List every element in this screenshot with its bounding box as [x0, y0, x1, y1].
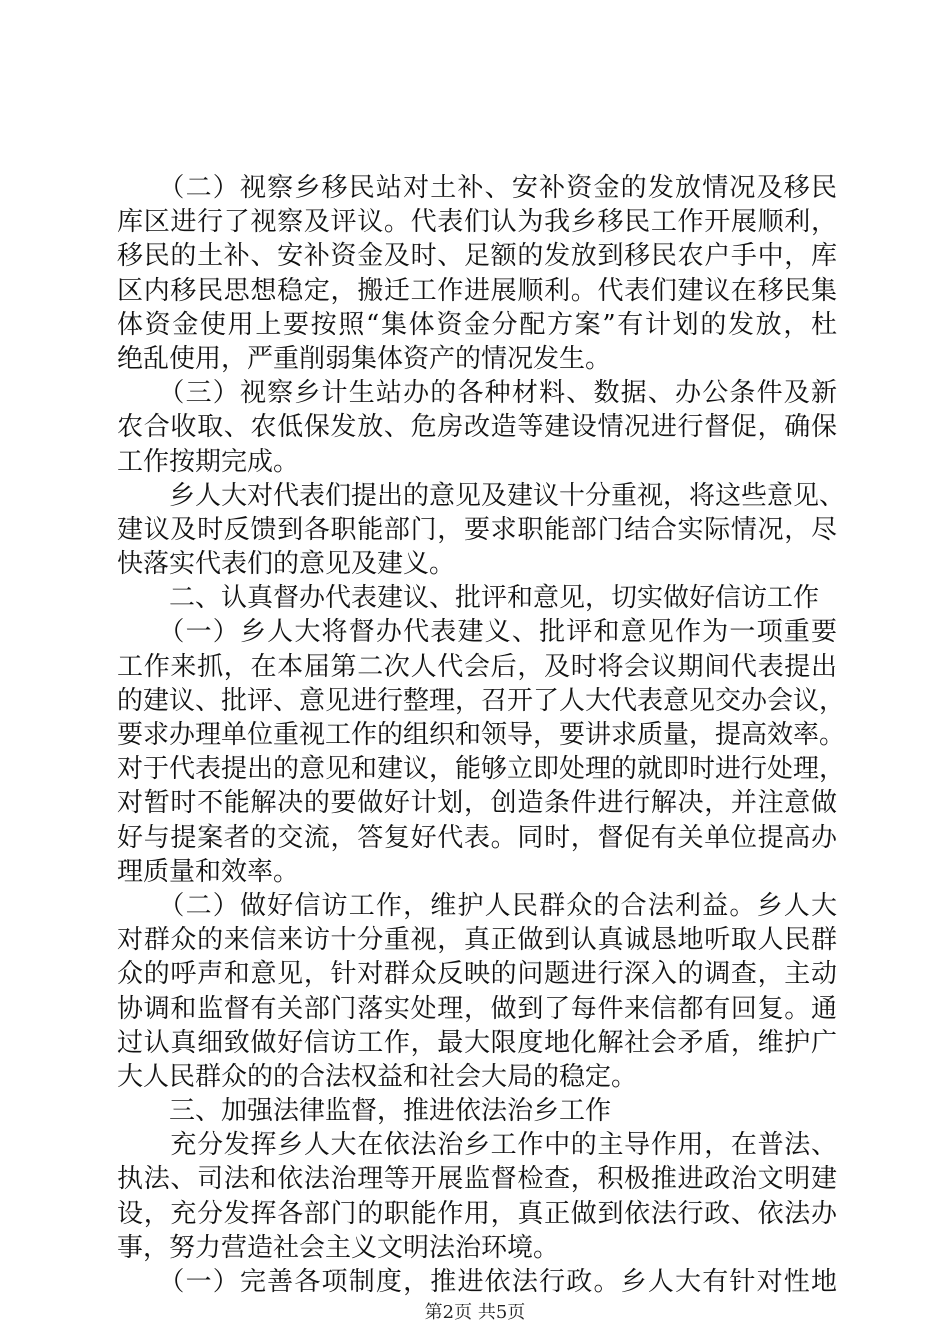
- text-line: 农合收取、农低保发放、危房改造等建设情况进行督促，确保: [117, 412, 837, 443]
- text-line: （二）视察乡移民站对土补、安补资金的发放情况及移民: [117, 173, 837, 203]
- text-line: 快落实代表们的意见及建义。: [117, 549, 456, 580]
- text-line: 体资金使用上要按照“集体资金分配方案”有计划的发放，杜: [117, 309, 837, 340]
- text-line: 二、认真督办代表建议、批评和意见，切实做好信访工作: [117, 583, 820, 614]
- text-line: 对于代表提出的意见和建议，能够立即处理的就即时进行处理，: [117, 754, 846, 785]
- text-line: 绝乱使用，严重削弱集体资产的情况发生。: [117, 343, 612, 374]
- text-line: 要求办理单位重视工作的组织和领导，要讲求质量，提高效率。: [117, 720, 846, 750]
- text-line: 区内移民思想稳定，搬迁工作进展顺利。代表们建议在移民集: [117, 275, 837, 306]
- page-footer: 第2页 共5页: [424, 1302, 526, 1323]
- text-line: 建议及时反馈到各职能部门，要求职能部门结合实际情况，尽: [117, 514, 837, 545]
- text-line: （一）完善各项制度，推进依法行政。乡人大有针对性地: [117, 1267, 837, 1297]
- text-line: 乡人大对代表们提出的意见及建议十分重视，将这些意见、: [117, 480, 846, 511]
- text-line: 三、加强法律监督，推进依法治乡工作: [117, 1096, 612, 1127]
- text-line: （三）视察乡计生站办的各种材料、数据、办公条件及新: [117, 378, 837, 409]
- text-line: 事，努力营造社会主义文明法治环境。: [117, 1232, 560, 1263]
- text-line: 大人民群众的的合法权益和社会大局的稳定。: [117, 1061, 638, 1092]
- text-line: 理质量和效率。: [117, 856, 300, 887]
- text-line: 设，充分发挥各部门的职能作用，真正做到依法行政、依法办: [117, 1198, 837, 1229]
- text-line: 库区进行了视察及评议。代表们认为我乡移民工作开展顺利，: [117, 207, 837, 238]
- text-line: 对暂时不能解决的要做好计划，创造条件进行解决，并注意做: [117, 788, 837, 819]
- text-line: 移民的土补、安补资金及时、足额的发放到移民农户手中，库: [117, 241, 837, 272]
- text-line: 众的呼声和意见，针对群众反映的问题进行深入的调查，主动: [117, 959, 837, 990]
- document-body: [117, 171, 846, 1299]
- text-line: 的建议、批评、意见进行整理，召开了人大代表意见交办会议，: [117, 685, 846, 716]
- text-line: 对群众的来信来访十分重视，真正做到认真诚恳地听取人民群: [117, 925, 837, 956]
- text-line: 执法、司法和依法治理等开展监督检查，积极推进政治文明建: [117, 1164, 837, 1195]
- text-line: 好与提案者的交流，答复好代表。同时，督促有关单位提高办: [117, 822, 837, 853]
- text-line: 协调和监督有关部门落实处理，做到了每件来信都有回复。通: [117, 993, 837, 1024]
- text-line: （二）做好信访工作，维护人民群众的合法利益。乡人大: [117, 890, 837, 921]
- text-line: 过认真细致做好信访工作，最大限度地化解社会矛盾，维护广: [117, 1027, 837, 1058]
- text-line: 工作来抓，在本届第二次人代会后，及时将会议期间代表提出: [117, 651, 837, 682]
- text-line: 工作按期完成。: [117, 446, 300, 477]
- text-line: 充分发挥乡人大在依法治乡工作中的主导作用，在普法、: [117, 1130, 837, 1161]
- text-line: （一）乡人大将督办代表建义、批评和意见作为一项重要: [117, 617, 837, 648]
